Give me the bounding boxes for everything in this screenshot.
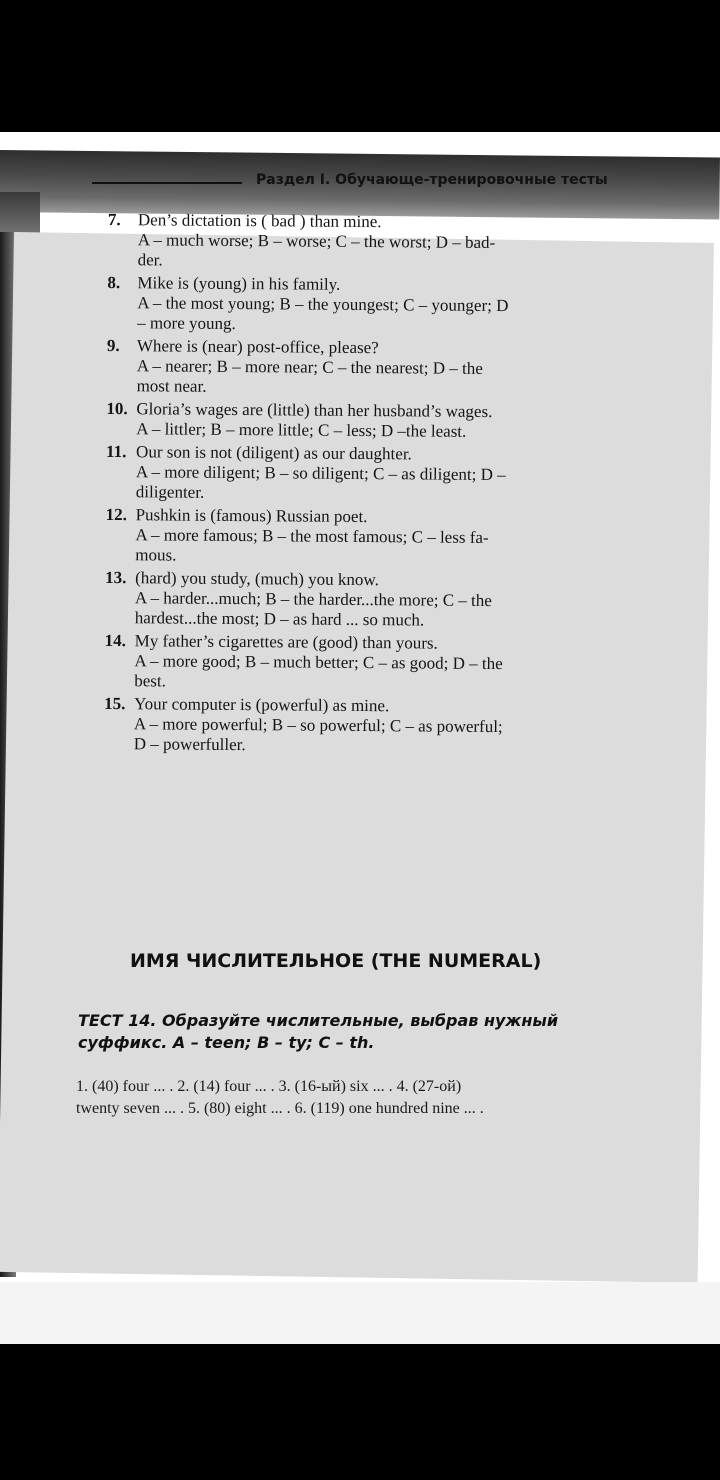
question-text: My father’s cigarettes are (good) than yours. <box>134 631 438 653</box>
question-text: Gloria’s wages are (little) than her husband’s wages. <box>136 399 493 422</box>
question-10 <box>106 399 666 443</box>
question-options <box>105 525 665 569</box>
question-number: 15. <box>104 693 126 714</box>
question-number: 14. <box>104 630 126 651</box>
question-9 <box>107 336 667 400</box>
question-number: 13. <box>105 567 127 588</box>
option-line: – more young. <box>137 313 236 334</box>
option-line: der. <box>137 250 163 270</box>
question-text: (hard) you study, (much) you know. <box>135 568 379 590</box>
exercise-line: 1. (40) four ... . 2. (14) four ... . 3. (16-ый) six ... . 4. (27-ой) <box>76 1078 462 1095</box>
question-options <box>107 293 667 337</box>
question-7 <box>108 210 668 274</box>
option-line: A – littler; B – more little; C – less; D –the least. <box>136 419 467 441</box>
page-bottom-margin <box>0 1282 720 1344</box>
option-line: A – more powerful; B – so powerful; C – as powerful; <box>133 714 503 737</box>
question-text: Where is (near) post-office, please? <box>136 336 379 358</box>
option-line: A – more good; B – much better; C – as good; D – the <box>134 651 503 674</box>
option-line: mous. <box>135 545 177 565</box>
question-text: Our son is not (diligent) as our daughter. <box>136 442 412 464</box>
questions-list <box>104 210 668 761</box>
page-header <box>92 172 662 198</box>
test-title-line: суффикс. A – teen; B – ty; C – th. <box>78 1033 375 1052</box>
question-options <box>106 462 666 506</box>
option-line: best. <box>134 671 167 691</box>
question-number: 8. <box>107 272 121 293</box>
header-rule <box>92 182 242 184</box>
option-line: most near. <box>136 376 207 396</box>
question-options <box>105 588 665 632</box>
option-line: A – more diligent; B – so diligent; C – as diligent; D – <box>135 462 506 485</box>
test-title <box>78 1010 658 1054</box>
option-line: hardest...the most; D – as hard ... so much. <box>134 608 425 630</box>
question-number: 10. <box>106 398 128 419</box>
option-line: A – harder...much; B – the harder...the more; C – the <box>134 588 492 611</box>
option-line: A – much worse; B – worse; C – the worst; D – bad- <box>137 230 496 253</box>
question-8 <box>107 273 667 337</box>
question-text: Mike is (young) in his family. <box>137 273 341 294</box>
question-15 <box>104 694 664 758</box>
exercise-line: twenty seven ... . 5. (80) eight ... . 6. (119) one hundred nine ... . <box>76 1100 484 1117</box>
test-title-line: ТЕСТ 14. Образуйте числительные, выбрав нужный <box>78 1011 559 1030</box>
question-options <box>108 230 668 274</box>
question-number: 9. <box>106 335 120 356</box>
option-line: A – nearer; B – more near; C – the nearest; D – the <box>136 356 483 378</box>
option-line: A – more famous; B – the most famous; C – less fa- <box>135 525 489 547</box>
option-line: A – the most young; B – the youngest; C – younger; D <box>137 293 509 316</box>
question-options <box>107 356 667 400</box>
header-title: Раздел I. Обучающе-тренировочные тесты <box>256 172 608 188</box>
question-14 <box>104 631 664 695</box>
question-options <box>106 419 666 443</box>
question-12 <box>105 505 665 569</box>
option-line: D – powerfuller. <box>133 734 246 755</box>
question-text: Your computer is (powerful) as mine. <box>134 694 390 716</box>
question-13 <box>105 568 665 632</box>
question-number: 12. <box>105 504 127 525</box>
question-text: Pushkin is (famous) Russian poet. <box>135 505 368 527</box>
question-number: 7. <box>107 210 121 230</box>
question-text: Den’s dictation is ( bad ) than mine. <box>137 210 382 232</box>
question-options <box>104 714 664 758</box>
question-number: 11. <box>106 441 127 462</box>
question-11 <box>106 442 666 506</box>
question-options <box>104 651 664 695</box>
option-line: diligenter. <box>135 482 205 502</box>
section-title: ИМЯ ЧИСЛИТЕЛЬНОЕ (THE NUMERAL) <box>130 950 542 972</box>
exercise-text <box>76 1076 656 1120</box>
